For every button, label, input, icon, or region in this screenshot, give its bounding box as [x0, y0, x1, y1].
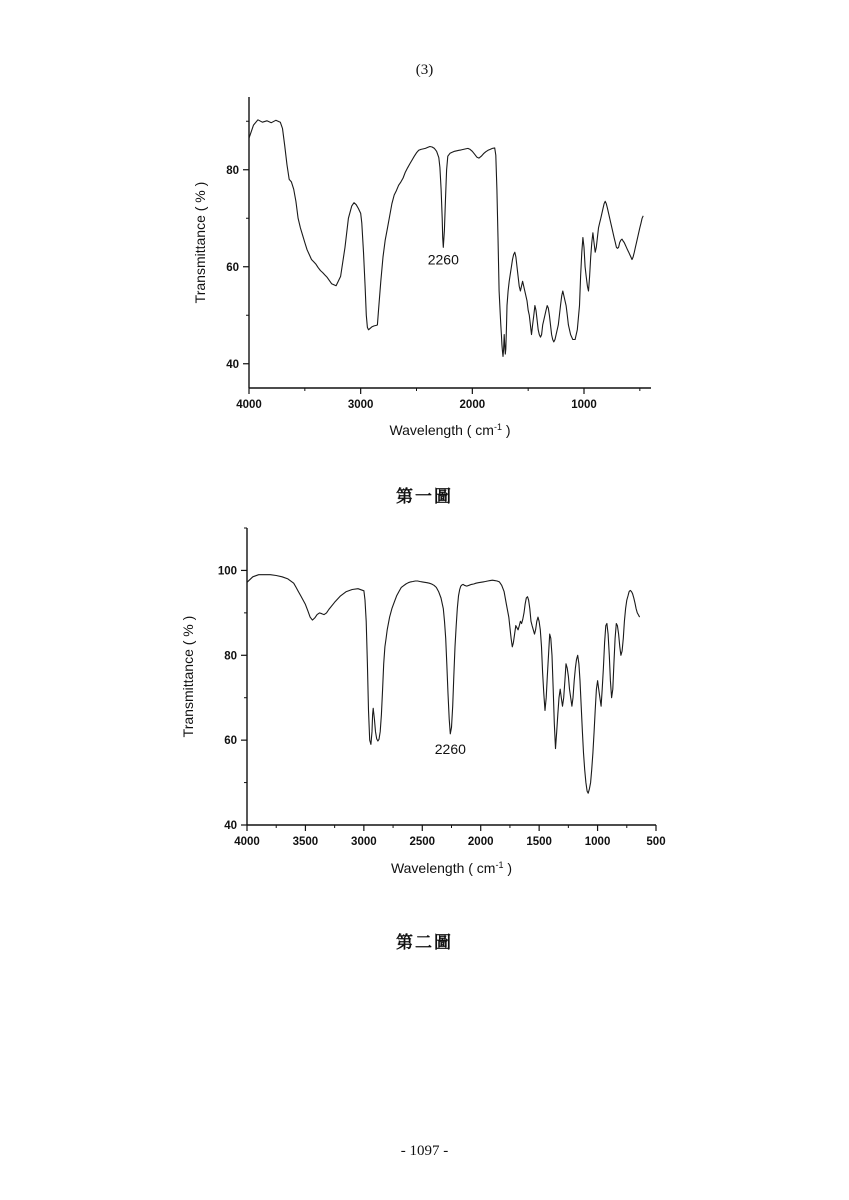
y-axis-title: Transmittance ( % ): [180, 615, 196, 738]
x-tick-label: 4000: [234, 836, 260, 848]
x-tick-label: 2000: [467, 836, 494, 848]
x-tick-label: 1000: [584, 836, 611, 848]
x-axis-title: Wavelength ( $cm^{-1}$ ): [389, 422, 511, 438]
figure-2-caption: 第二圖: [396, 933, 453, 953]
x-tick-label: 1500: [526, 836, 552, 848]
x-tick-label: 2500: [409, 836, 436, 848]
y-tick-label: 100: [217, 565, 237, 578]
y-tick-label: 80: [224, 650, 237, 663]
y-axis-title: Transmittance ( % ): [192, 181, 208, 304]
page-footer-number: - 1097 -: [400, 1143, 449, 1159]
y-tick-label: 40: [226, 358, 239, 371]
peak-annotation-label: 2260: [434, 741, 466, 758]
y-tick-label: 60: [224, 735, 237, 748]
chart-2-root: [180, 528, 666, 876]
peak-annotation-label: 2260: [427, 251, 459, 268]
x-tick-label: 1000: [571, 399, 597, 411]
y-tick-label: 60: [226, 261, 239, 274]
x-axis-title: Wavelength ( $cm^{-1}$ ): [390, 860, 513, 876]
spectrum-line-2: [247, 575, 640, 794]
x-tick-label: 4000: [236, 399, 262, 411]
chart-1-root: [192, 97, 651, 438]
page-header-number: (3): [415, 62, 434, 78]
x-tick-label: 3000: [347, 399, 374, 411]
ir-spectrum-chart-1: [0, 80, 849, 460]
ir-spectrum-chart-2: [0, 515, 849, 890]
x-tick-label: 500: [646, 836, 666, 848]
y-tick-label: 80: [226, 164, 239, 177]
y-tick-label: 40: [224, 820, 237, 832]
x-tick-label: 3000: [351, 836, 377, 848]
x-tick-label: 3500: [292, 836, 319, 848]
x-tick-label: 2000: [459, 399, 486, 411]
spectrum-line-1: [249, 120, 643, 357]
figure-1-caption: 第一圖: [396, 487, 453, 507]
